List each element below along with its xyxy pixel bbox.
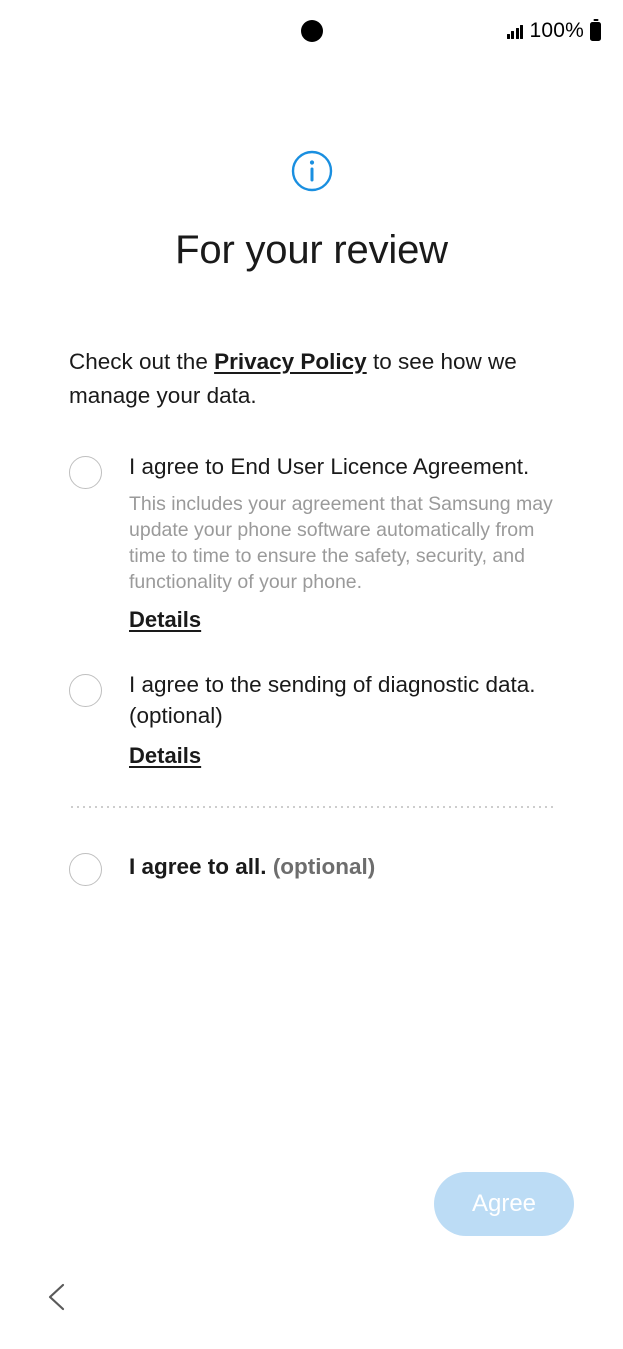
status-bar-right [507,19,601,43]
privacy-policy-link[interactable]: Privacy Policy [214,349,367,374]
intro-text-before: Check out the [69,349,215,374]
agreement-title-diagnostics: I agree to the sending of diagnostic data. (optional) [129,672,536,728]
battery-full-icon [590,22,601,41]
system-navigation-bar [0,1263,623,1349]
agreement-row-eula[interactable] [69,451,555,633]
agreement-row-diagnostics[interactable] [69,669,555,769]
intro-text-after: to see how we manage your data. [69,349,517,408]
agree-button[interactable]: Agree [434,1172,574,1236]
checkbox-eula[interactable] [69,456,102,489]
agreement-body-diagnostics [102,669,555,769]
agreement-description-eula: This includes your agreement that Samsung may update your phone software automatically from time to time to ensure the safety, security, and functionality of your phone. [129,493,553,593]
signal-bars-icon [507,23,524,39]
divider [69,806,555,808]
chevron-left-icon[interactable] [38,1277,78,1317]
checkbox-diagnostics[interactable] [69,674,102,707]
agree-all-optional-label: (optional) [266,854,376,879]
agreement-row-agree-all[interactable] [69,848,555,886]
checkbox-agree-all[interactable] [69,853,102,886]
agree-all-label-wrap [102,854,375,880]
agreement-title-eula: I agree to End User Licence Agreement. [129,454,530,479]
agree-all-label: I agree to all. [129,854,267,879]
status-bar [0,0,623,62]
privacy-policy-intro [69,345,555,413]
details-link-eula[interactable]: Details [129,607,202,632]
spacer [69,633,555,669]
camera-punch-hole-icon [301,20,323,42]
agreement-body-eula [102,451,555,633]
content-area [0,345,623,886]
agreements-list [69,451,555,886]
page-title: For your review [175,228,448,272]
info-circle-icon [291,150,333,192]
battery-percent-label: 100% [529,19,584,42]
details-link-diagnostics[interactable]: Details [129,743,202,768]
